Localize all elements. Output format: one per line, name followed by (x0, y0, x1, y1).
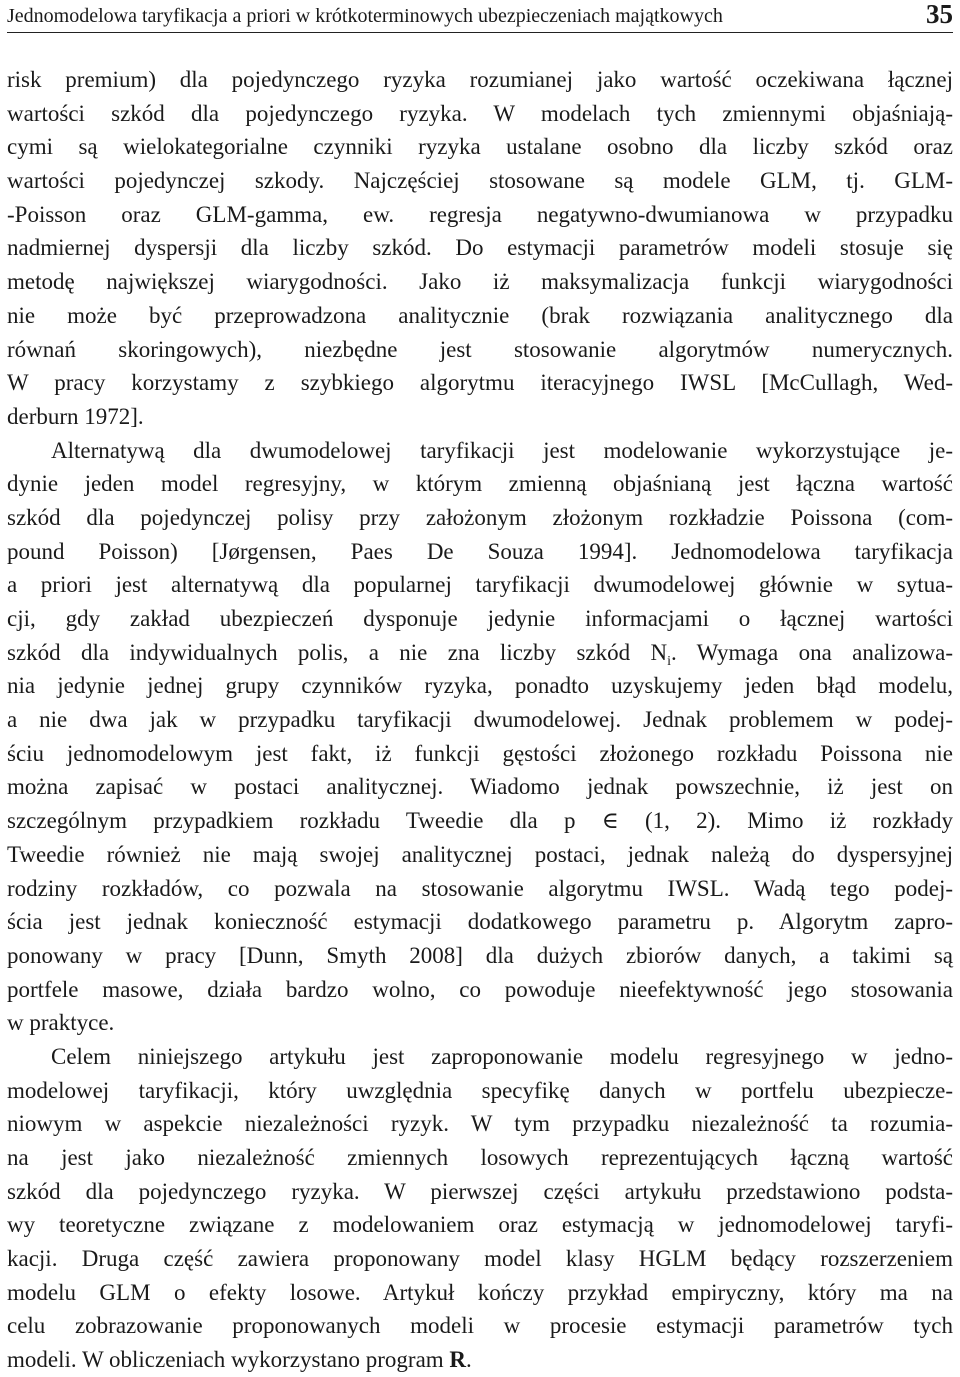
text-segment: . Mimo iż rozkłady (715, 808, 954, 834)
math-n-i (650, 639, 671, 669)
text-line: derburn 1972]. (7, 403, 144, 429)
text-line: kacji. Druga część zawiera proponowany model klasy HGLM będący rozszerzeniem (7, 1246, 953, 1272)
text-line: nie może być przeprowadzona analitycznie (brak rozwiązania analitycznego dla (7, 302, 953, 328)
text-line: metodę największej wiarygodności. Jako iż maksymalizacja funkcji wiarygodności (7, 269, 953, 295)
text-line: szkód dla pojedynczego ryzyka. W pierwszej części artykułu przedstawiono podsta- (7, 1178, 953, 1204)
text-line: ściu jednomodelowym jest fakt, iż funkcji gęstości złożonego rozkładu Poissona nie (7, 740, 953, 766)
document-page (7, 0, 953, 1371)
text-line-with-math (7, 636, 953, 670)
text-line: Tweedie również nie mają swojej analitycznej postaci, jednak należą do dyspersyjnej (7, 841, 953, 867)
text-line: a nie dwa jak w przypadku taryfikacji dwumodelowej. Jednak problemem w podej- (7, 707, 953, 733)
text-segment: szczególnym przypadkiem rozkładu Tweedie dla (7, 808, 538, 834)
text-line: modelu GLM o efekty losowe. Artykuł kończy przykład empiryczny, który ma na (7, 1279, 953, 1305)
text-line: risk premium) dla pojedynczego ryzyka rozumianej jako wartość oczekiwana łącznej (7, 67, 953, 92)
text-line: na jest jako niezależność zmiennych losowych reprezentujących łączną wartość (7, 1145, 953, 1170)
math-p-interval: p ∈ (1, 2) (564, 808, 716, 834)
body-text (7, 63, 953, 1377)
text-line-final (7, 1343, 953, 1377)
text-line: celu zobrazowanie proponowanych modeli w procesie estymacji parametrów tych (7, 1313, 953, 1339)
text-line: wartości pojedynczej szkody. Najczęściej stosowane są modele GLM, tj. GLM- (7, 168, 953, 194)
program-name-r: R (449, 1347, 467, 1373)
text-line: modelowej taryfikacji, który uwzględnia specyfikę danych w portfelu ubezpiecze- (7, 1077, 953, 1103)
text-line: -Poisson oraz GLM-gamma, ew. regresja negatywno-dwumianowa w przypadku (7, 201, 953, 227)
running-header (7, 2, 953, 33)
text-segment: . Wymaga ona analizowa- (670, 639, 954, 665)
text-line: nia jedynie jednej grupy czynników ryzyka, ponadto uzyskujemy jeden błąd modelu, (7, 673, 953, 699)
text-line: w praktyce. (7, 1010, 115, 1036)
text-line: portfele masowe, działa bardzo wolno, co powoduje nieefektywność jego stosowania (7, 976, 953, 1002)
text-line: a priori jest alternatywą dla popularnej taryfikacji dwumodelowej głównie w sytua- (7, 572, 953, 598)
text-line: cji, gdy zakład ubezpieczeń dysponuje jedynie informacjami o łącznej wartości (7, 606, 953, 631)
paragraph-start-line: Celem niniejszego artykułu jest zaproponowanie modelu regresyjnego w jedno- (51, 1043, 953, 1069)
text-line: dynie jeden model regresyjny, w którym zmienną objaśnianą jest łączna wartość (7, 471, 953, 497)
math-subscript-i: i (667, 653, 671, 669)
page-number: 35 (926, 0, 953, 29)
text-line: wy teoretyczne związane z modelowaniem oraz estymacją w jednomodelowej taryfi- (7, 1212, 953, 1238)
paragraph-start-line: Alternatywą dla dwumodelowej taryfikacji jest modelowanie wykorzystujące je- (51, 437, 953, 463)
text-line: pound Poisson) [Jørgensen, Paes De Souza 1994]. Jednomodelowa taryfikacja (7, 538, 953, 564)
running-header-title: Jednomodelowa taryfikacja a priori w krótkoterminowych ubezpieczeniach majątkowych (7, 5, 723, 27)
text-segment: szkód dla indywidualnych polis, a nie zna liczby szkód (7, 639, 631, 665)
text-line: ścia jest jednak konieczność estymacji dodatkowego parametru p. Algorytm zapro- (7, 909, 953, 935)
text-line: ponowany w pracy [Dunn, Smyth 2008] dla dużych zbiorów danych, a takimi są (7, 942, 953, 968)
text-line: szkód dla pojedynczej polisy przy założonym złożonym rozkładzie Poissona (com- (7, 504, 953, 530)
text-line: W pracy korzystamy z szybkiego algorytmu iteracyjnego IWSL [McCullagh, Wed- (7, 370, 953, 396)
text-line: rodziny rozkładów, co pozwala na stosowanie algorytmu IWSL. Wadą tego podej- (7, 875, 953, 901)
text-line: niowym w aspekcie niezależności ryzyk. W tym przypadku niezależność ta rozumia- (7, 1111, 953, 1137)
text-line: cymi są wielokategorialne czynniki ryzyka ustalane osobno dla liczby szkód oraz (7, 134, 953, 160)
text-line: nadmiernej dyspersji dla liczby szkód. Do estymacji parametrów modeli stosuje się (7, 235, 953, 261)
text-line-with-math (7, 804, 953, 838)
text-segment: modeli. W obliczeniach wykorzystano program (7, 1347, 444, 1373)
text-line: można zapisać w postaci analitycznej. Wiadomo jednak powszechnie, iż jest on (7, 774, 953, 800)
text-line: wartości szkód dla pojedynczego ryzyka. W modelach tych zmiennymi objaśniają- (7, 100, 953, 126)
text-segment: . (466, 1347, 472, 1373)
text-line: równań skoringowych), niezbędne jest stosowanie algorytmów numerycznych. (7, 336, 953, 362)
math-n: N (650, 639, 668, 665)
